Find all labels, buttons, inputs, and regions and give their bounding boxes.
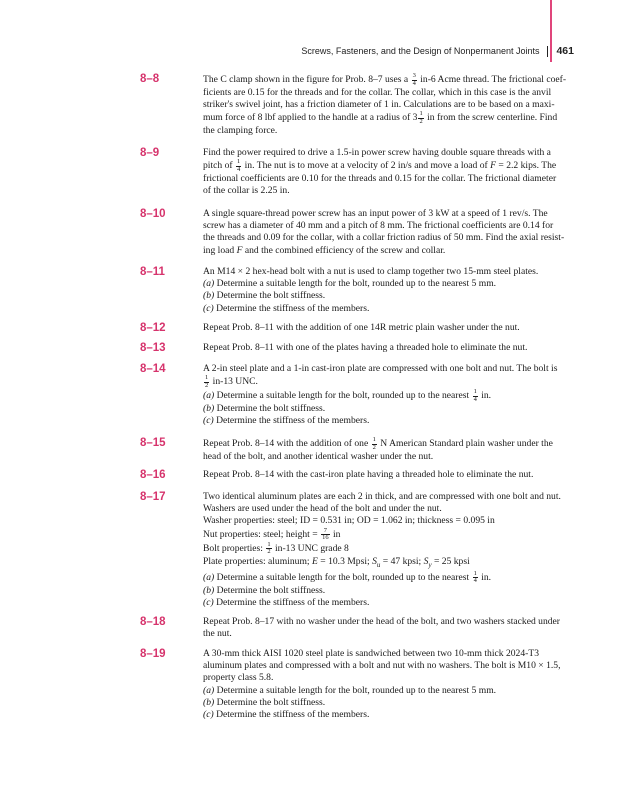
fraction: $\frac{3}{4}$ [412, 72, 416, 87]
problem-text: The C clamp shown in the figure for Prob. 8–7 uses a $\frac{3}{4}$ in-6 Acme thread. The frictional coef- ficients are 0.15 for the threads and for the collar. The collar, which in this case is the anvil striker's swivel joint, has a friction diameter of 1 in. Calculations are to be based on a maxi- mum force of 8 lbf applied to the handle at a radius of 3 $\frac{1}{2}$ in from the screw centerline. Find the clamping force. [203, 72, 567, 137]
problem-number: 8–8 [140, 73, 160, 85]
fraction: $\frac{1}{2}$ [205, 374, 209, 389]
problem-text: Repeat Prob. 8–11 with one of the plates having a threaded hole to eliminate the nut. [203, 342, 528, 353]
problem-text: An M14 × 2 hex-head bolt with a nut is used to clamp together two 15-mm steel plates. (a) Determine a suitable length for the bolt, rounded up to the nearest 5 mm. (b) Determine the bolt stiffness. (c) Determine the stiffness of the members. [203, 266, 539, 314]
problem-number: 8–18 [140, 616, 166, 628]
problem-number: 8–9 [140, 147, 160, 159]
fraction: $\frac{1}{2}$ [267, 540, 271, 556]
page-number: 461 [556, 45, 574, 57]
fraction: $\frac{1}{2}$ [419, 110, 423, 125]
fraction: $\frac{1}{2}$ [372, 436, 376, 451]
running-title: Screws, Fasteners, and the Design of Nonpermanent Joints [301, 46, 540, 56]
problem-number: 8–19 [140, 648, 166, 660]
problem-number: 8–14 [140, 363, 166, 375]
problem-number: 8–12 [140, 322, 166, 334]
problem-text: Two identical aluminum plates are each 2 in thick, and are compressed with one bolt and nut. Washers are used under the head of the bolt and under the nut. Washer properties: steel; ID = 0.531 in; OD = 1.062 in; thickness = 0.095 in Nut properties: steel; height = $\frac{7}{16}$ in Bolt properties: $\frac{1}{2}$ in-13 UNC grade 8 Plate properties: aluminum; E = 10.3 Mpsi; $S_u = 47$ kpsi; $S_y = 25$ kpsi (a) Determine a suitable length for the bolt, rounded up to the nearest $\frac{1}{4}$ in. (b) Determine the bolt stiffness. (c) Determine the stiffness of the members. [203, 491, 561, 608]
problem-number: 8–15 [140, 437, 166, 449]
problem-number: 8–16 [140, 469, 166, 481]
problem-text: A 30-mm thick AISI 1020 steel plate is sandwiched between two 10-mm thick 2024-T3 aluminum plates and compressed with a bolt and nut with no washers. The bolt is M10 × 1.5, property class 5.8. (a) Determine a suitable length for the bolt, rounded up to the nearest 5 mm. (b) Determine the bolt stiffness. (c) Determine the stiffness of the members. [203, 648, 561, 721]
running-head [301, 45, 574, 57]
fraction: $\frac{1}{4}$ [473, 569, 477, 585]
problem-number: 8–11 [140, 266, 165, 278]
problem-text: Repeat Prob. 8–14 with the cast-iron plate having a threaded hole to eliminate the nut. [203, 469, 534, 480]
problem-number: 8–17 [140, 491, 166, 503]
header-divider [547, 46, 548, 57]
problem-text: Repeat Prob. 8–14 with the addition of one $\frac{1}{2}$ N American Standard plain washer under the head of the bolt, and another identical washer under the nut. [203, 436, 553, 462]
problem-text: Find the power required to drive a 1.5-in power screw having double square threads with a pitch of $\frac{1}{4}$ in. The nut is to move at a velocity of 2 in/s and move a load of F = 2.2 kips. The frictional coefficients are 0.10 for the threads and 0.15 for the collar. The frictional diameter of the collar is 2.25 in. [203, 147, 557, 197]
problem-number: 8–13 [140, 342, 166, 354]
fraction: $\frac{1}{4}$ [236, 158, 241, 173]
fraction: $\frac{1}{4}$ [473, 388, 477, 403]
fraction: $\frac{7}{16}$ [322, 526, 329, 542]
problem-text: Repeat Prob. 8–17 with no washer under the head of the bolt, and two washers stacked under the nut. [203, 616, 561, 640]
problem-text: A 2-in steel plate and a 1-in cast-iron plate are compressed with one bolt and nut. The bolt is $\frac{1}{2}$ in-13 UNC. (a) Determine a suitable length for the bolt, rounded up to the nearest $\frac{1}{4}$ in. (b) Determine the bolt stiffness. (c) Determine the stiffness of the members. [203, 363, 558, 427]
problem-text: A single square-thread power screw has an input power of 3 kW at a speed of 1 rev/s. The screw has a diameter of 40 mm and a pitch of 8 mm. The frictional coefficients are 0.14 for the threads and 0.09 for the collar, with a collar friction radius of 50 mm. Find the axial resist- ing load F and the combined efficiency of the screw and collar. [203, 208, 565, 256]
problem-text: Repeat Prob. 8–11 with the addition of one 14R metric plain washer under the nut. [203, 322, 520, 333]
problem-number: 8–10 [140, 208, 166, 220]
